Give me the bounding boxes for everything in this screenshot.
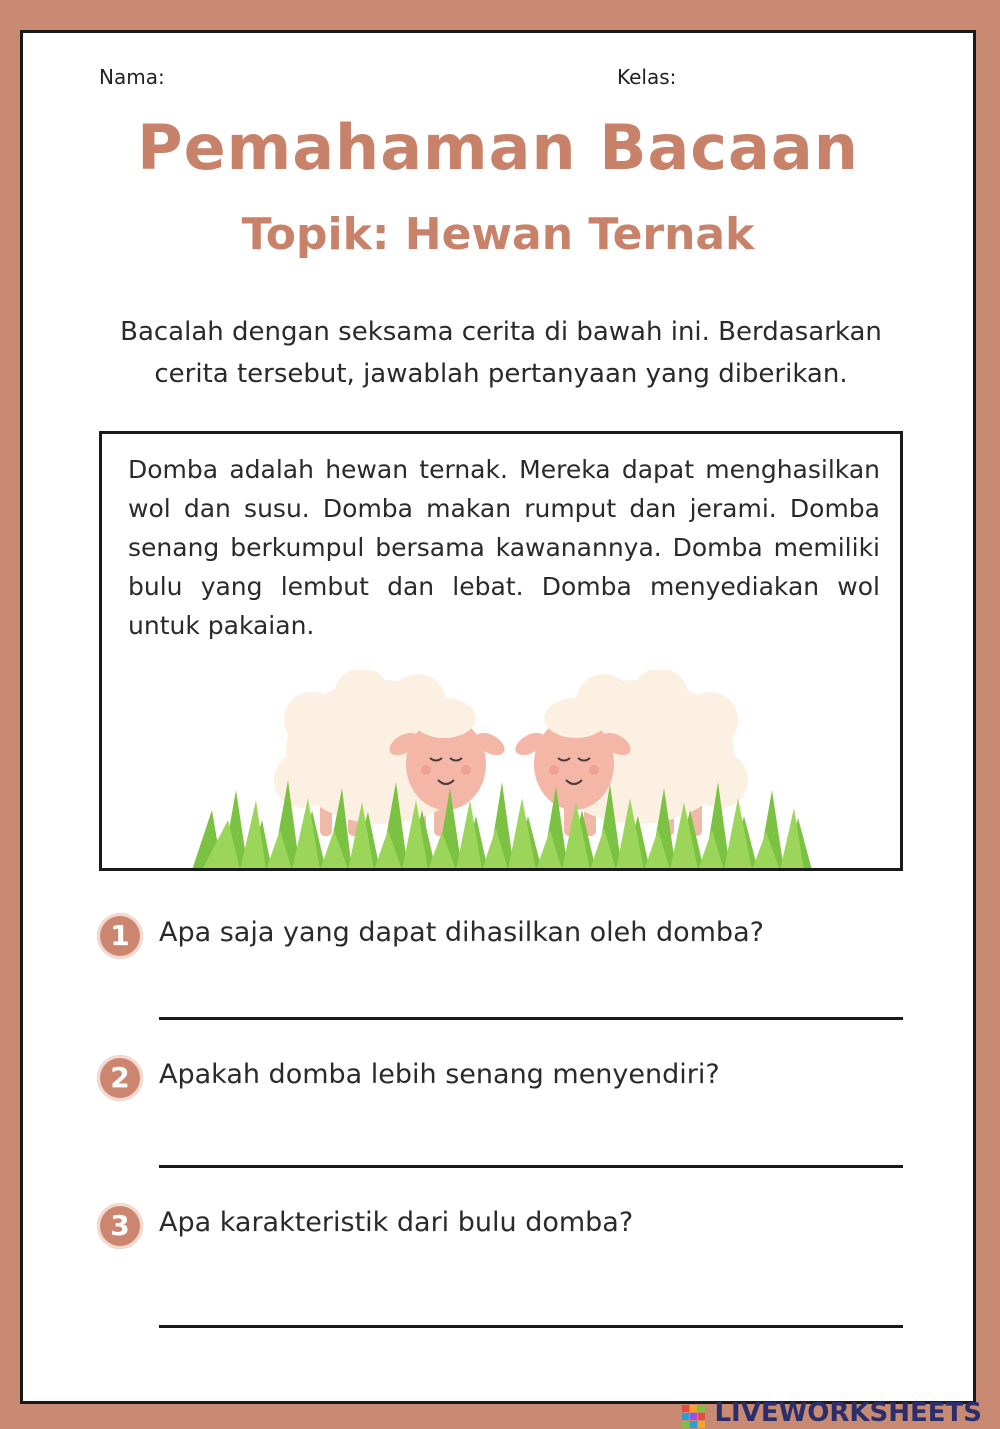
answer-line-1[interactable]: [159, 1017, 903, 1020]
logo-text: LIVEWORKSHEETS: [714, 1398, 982, 1428]
story-text: Domba adalah hewan ternak. Mereka dapat menghasilkan wol dan susu. Domba makan rumput dan jerami. Domba senang berkumpul bersama kawanannya. Domba memiliki bulu yang lembut dan lebat. Domba menyediakan wol untuk pakaian.: [128, 455, 880, 640]
question-3: [97, 1203, 907, 1263]
class-label: Kelas:: [617, 65, 677, 89]
name-label: Nama:: [99, 65, 165, 89]
question-1: [97, 913, 907, 973]
question-text: Apa saja yang dapat dihasilkan oleh domba?: [159, 917, 764, 948]
question-text: Apa karakteristik dari bulu domba?: [159, 1207, 634, 1238]
story-box: [99, 431, 903, 871]
instructions: Bacalah dengan seksama cerita di bawah ini. Berdasarkan cerita tersebut, jawablah pertanyaan yang diberikan.: [120, 317, 882, 389]
liveworksheets-logo: [682, 1398, 982, 1428]
question-text: Apakah domba lebih senang menyendiri?: [159, 1059, 720, 1090]
worksheet-page: [20, 30, 976, 1404]
sheep-illustration: [192, 670, 812, 870]
question-2: [97, 1055, 907, 1115]
answer-line-2[interactable]: [159, 1165, 903, 1168]
answer-line-3[interactable]: [159, 1325, 903, 1328]
question-number-badge: 2: [97, 1055, 143, 1101]
question-number-badge: 3: [97, 1203, 143, 1249]
logo-grid-icon: [682, 1405, 706, 1429]
question-number-badge: 1: [97, 913, 143, 959]
page-title: Pemahaman Bacaan: [137, 111, 859, 184]
page-subtitle: Topik: Hewan Ternak: [241, 209, 755, 260]
